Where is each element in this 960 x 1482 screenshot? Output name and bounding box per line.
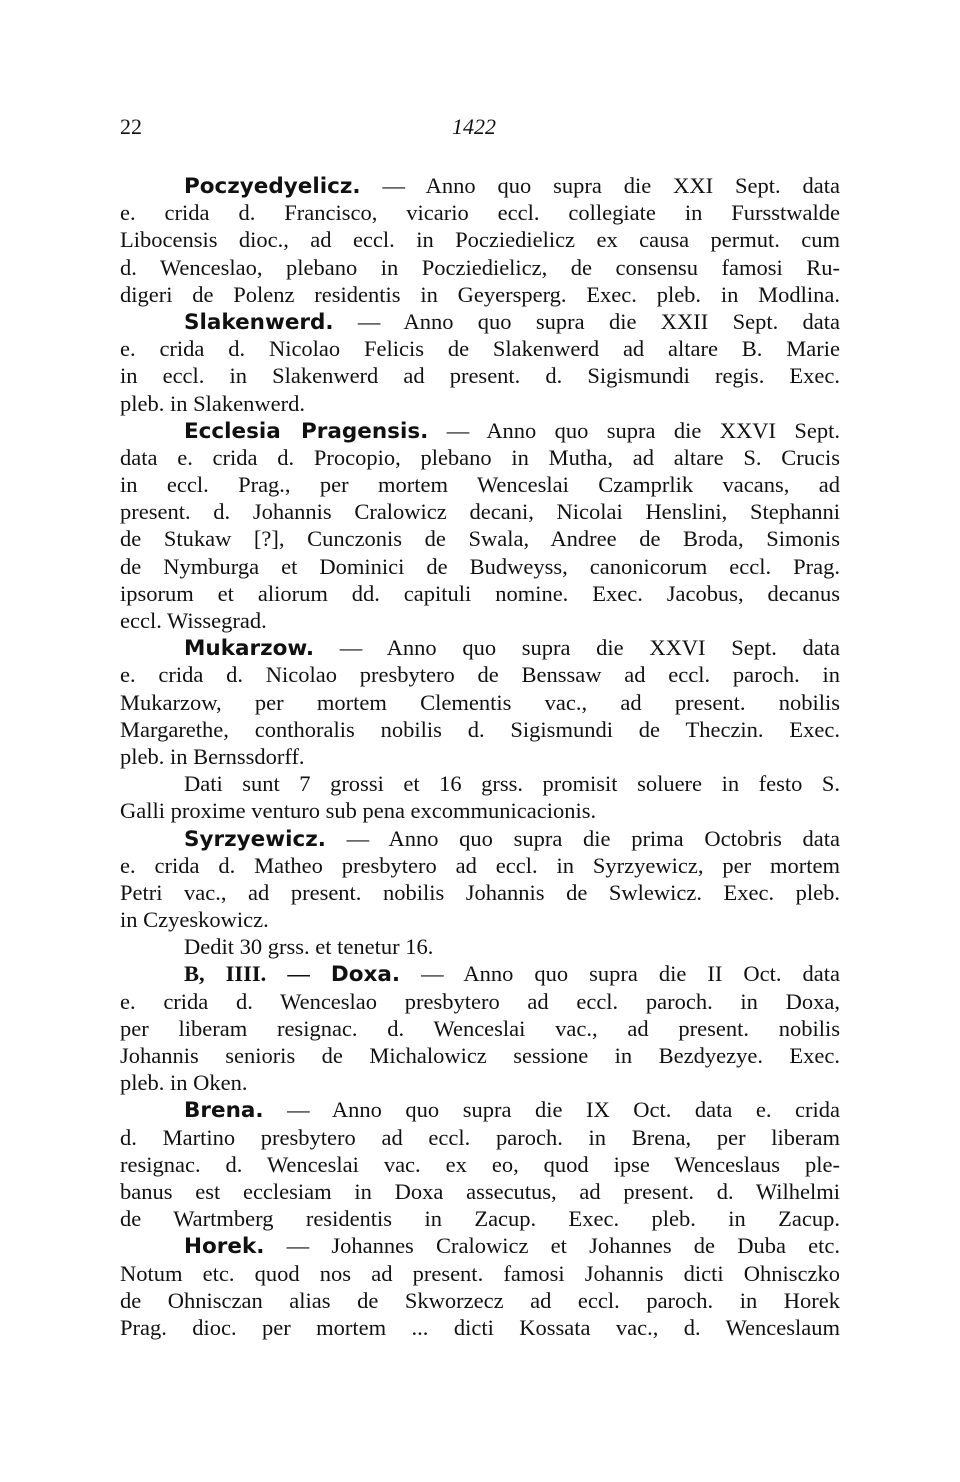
entry-line: de Stukaw [?], Cunczonis de Swala, Andree de Broda, Simonis <box>120 526 840 552</box>
entry-text: — Anno quo supra die prima Octobris data <box>346 825 840 851</box>
entry-line: e. crida d. Nicolao presbytero de Benssaw ad eccl. paroch. in <box>120 662 840 688</box>
entry-line: eccl. Wissegrad. <box>120 608 267 633</box>
entry-line: pleb. in Bernssdorff. <box>120 743 305 769</box>
entry-heading: Slakenwerd. <box>184 309 334 335</box>
entry-first-line <box>120 960 840 987</box>
entry-heading: Brena. <box>184 1098 264 1124</box>
entry-line: per liberam resignac. d. Wenceslai vac., ad present. nobilis <box>120 1015 840 1041</box>
entry-line: d. Wenceslao, plebano in Pocziedielicz, de consensu famosi Ru- <box>120 254 840 280</box>
entry-line: e. crida d. Nicolao Felicis de Slakenwerd ad altare B. Marie <box>120 336 840 362</box>
entry-brena <box>120 1096 840 1232</box>
entry-line: e. crida d. Francisco, vicario eccl. collegiate in Fursstwalde <box>120 200 840 226</box>
entry-note-line: Dedit 30 grss. et tenetur 16. <box>184 934 434 960</box>
entry-first-line <box>120 1232 840 1259</box>
entry-line: pleb. in Slakenwerd. <box>120 390 305 416</box>
entry-mukarzow <box>120 634 840 824</box>
entry-line: Notum etc. quod nos ad present. famosi Johannis dicti Ohnisczko <box>120 1260 840 1286</box>
entry-line: ipsorum et aliorum dd. capituli nomine. Exec. Jacobus, decanus <box>120 580 840 606</box>
entry-text: — Anno quo supra die XXVI Sept. data <box>339 635 840 661</box>
entry-line: d. Martino presbytero ad eccl. paroch. in Brena, per liberam <box>120 1124 840 1150</box>
entry-line: Petri vac., ad present. nobilis Johannis de Swlewicz. Exec. pleb. <box>120 879 840 905</box>
entry-first-line <box>120 417 840 444</box>
entry-text: — Anno quo supra die XXII Sept. data <box>357 308 840 334</box>
entry-text: — Anno quo supra die II Oct. data <box>421 961 840 987</box>
entry-text: — Anno quo supra die XXVI Sept. <box>446 417 840 443</box>
entry-heading: Poczyedyelicz. <box>184 174 361 199</box>
entry-line: Margarethe, conthoralis nobilis d. Sigismundi de Theczin. Exec. <box>120 716 840 742</box>
page-number: 22 <box>120 114 142 139</box>
entry-line: in Czyeskowicz. <box>120 907 269 933</box>
entry-syrzyewicz <box>120 825 840 961</box>
entry-first-line <box>120 825 840 852</box>
entry-heading: Mukarzow. <box>184 636 315 662</box>
entry-first-line <box>120 172 840 199</box>
entry-line: de Nymburga et Dominici de Budweyss, canonicorum eccl. Prag. <box>120 553 840 579</box>
page-body <box>120 172 840 1341</box>
entry-doxa <box>120 960 840 1096</box>
entry-line: Johannis senioris de Michalowicz sessione in Bezdyezye. Exec. <box>120 1043 840 1068</box>
entry-heading: Syrzyewicz. <box>184 826 326 852</box>
entry-line: resignac. d. Wenceslai vac. ex eo, quod ipse Wenceslaus ple- <box>120 1151 840 1177</box>
entry-horek <box>120 1232 840 1341</box>
entry-slakenwerd <box>120 308 840 417</box>
entry-line: pleb. in Oken. <box>120 1070 248 1096</box>
entry-line: Mukarzow, per mortem Clementis vac., ad present. nobilis <box>120 689 840 715</box>
entry-text: — Anno quo supra die XXI Sept. data <box>382 173 840 198</box>
entry-line: de Ohnisczan alias de Skworzecz ad eccl. paroch. in Horek <box>120 1287 840 1313</box>
entry-line: Libocensis dioc., ad eccl. in Pocziedielicz ex causa permut. cum <box>120 227 840 253</box>
entry-note-line: Dati sunt 7 grossi et 16 grss. promisit soluere in festo S. <box>184 771 840 797</box>
page-header <box>120 114 840 144</box>
entry-note-line: Galli proxime venturo sub pena excommunicacionis. <box>120 798 597 824</box>
entry-line: de Wartmberg residentis in Zacup. Exec. pleb. in Zacup. <box>120 1206 840 1232</box>
entry-text: — Johannes Cralowicz et Johannes de Duba etc. <box>286 1233 840 1259</box>
entry-poczyedyelicz <box>120 172 840 308</box>
entry-heading: Ecclesia Pragensis. <box>184 418 429 444</box>
entry-heading: Horek. <box>184 1234 265 1260</box>
entry-line: present. d. Johannis Cralowicz decani, Nicolai Henslini, Stephanni <box>120 499 840 525</box>
entry-first-line <box>120 634 840 661</box>
entry-line: digeri de Polenz residentis in Geyersperg. Exec. pleb. in Modlina. <box>120 281 840 307</box>
entry-line: banus est ecclesiam in Doxa assecutus, ad present. d. Wilhelmi <box>120 1178 840 1204</box>
running-header-year: 1422 <box>452 114 496 139</box>
entry-line: in eccl. Prag., per mortem Wenceslai Czamprlik vacans, ad <box>120 472 840 498</box>
entry-first-line <box>120 308 840 335</box>
entry-first-line <box>120 1096 840 1123</box>
entry-heading: Doxa. <box>330 962 401 988</box>
entry-text: — Anno quo supra die IX Oct. data e. crida <box>287 1097 840 1123</box>
entry-ecclesia-pragensis <box>120 417 840 635</box>
entry-line: Prag. dioc. per mortem ... dicti Kossata vac., d. Wenceslaum <box>120 1314 840 1340</box>
entry-line: e. crida d. Matheo presbytero ad eccl. in Syrzyewicz, per mortem <box>120 852 840 878</box>
entry-line: data e. crida d. Procopio, plebano in Mutha, ad altare S. Crucis <box>120 444 840 470</box>
entry-prefix: B, IIII. — <box>184 961 310 987</box>
entry-line: in eccl. in Slakenwerd ad present. d. Sigismundi regis. Exec. <box>120 363 840 389</box>
entry-line: e. crida d. Wenceslao presbytero ad eccl. paroch. in Doxa, <box>120 988 840 1014</box>
